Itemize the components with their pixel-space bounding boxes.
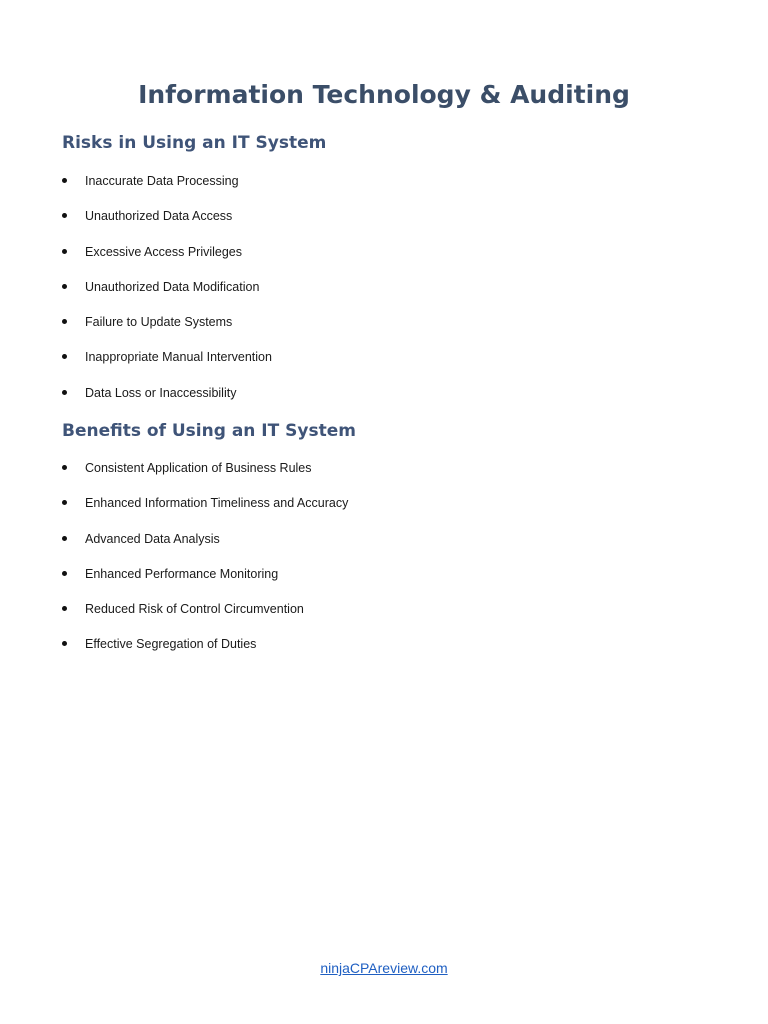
list-item [62,170,272,205]
list-item-label: Inappropriate Manual Intervention [85,350,272,365]
bullet-icon [62,500,67,505]
page-title: Information Technology & Auditing [138,80,630,109]
section-heading-risks: Risks in Using an IT System [62,133,327,153]
list-item [62,276,272,311]
list-item-label: Data Loss or Inaccessibility [85,385,237,400]
list-item-label: Failure to Update Systems [85,315,233,330]
list-item [62,205,272,240]
bullet-icon [62,536,67,541]
list-item-label: Unauthorized Data Modification [85,279,260,294]
list-item-label: Inaccurate Data Processing [85,174,239,188]
list-item-label: Effective Segregation of Duties [85,637,257,652]
bullet-icon [62,606,67,611]
bullet-icon [62,571,67,576]
list-item [62,382,272,417]
list-item-label: Unauthorized Data Access [85,209,233,224]
risks-list [62,170,272,417]
bullet-icon [62,178,67,183]
footer [0,958,768,978]
bullet-icon [62,354,67,359]
list-item-label: Advanced Data Analysis [85,531,220,546]
list-item [62,492,348,527]
bullet-icon [62,319,67,324]
list-item-label: Reduced Risk of Control Circumvention [85,602,304,617]
benefits-list [62,457,348,669]
list-item [62,457,348,492]
list-item-label: Enhanced Information Timeliness and Accuracy [85,496,349,511]
list-item-label: Excessive Access Privileges [85,244,243,259]
list-item [62,528,348,563]
list-item [62,346,272,381]
footer-website-link[interactable]: ninjaCPAreview.com [320,960,448,976]
list-item-label: Consistent Application of Business Rules [85,461,312,475]
section-heading-benefits: Benefits of Using an IT System [62,421,356,441]
bullet-icon [62,390,67,395]
bullet-icon [62,213,67,218]
bullet-icon [62,249,67,254]
bullet-icon [62,641,67,646]
list-item [62,633,348,668]
bullet-icon [62,284,67,289]
bullet-icon [62,465,67,470]
list-item-label: Enhanced Performance Monitoring [85,566,279,581]
list-item [62,563,348,598]
list-item [62,241,272,276]
list-item [62,598,348,633]
list-item [62,311,272,346]
